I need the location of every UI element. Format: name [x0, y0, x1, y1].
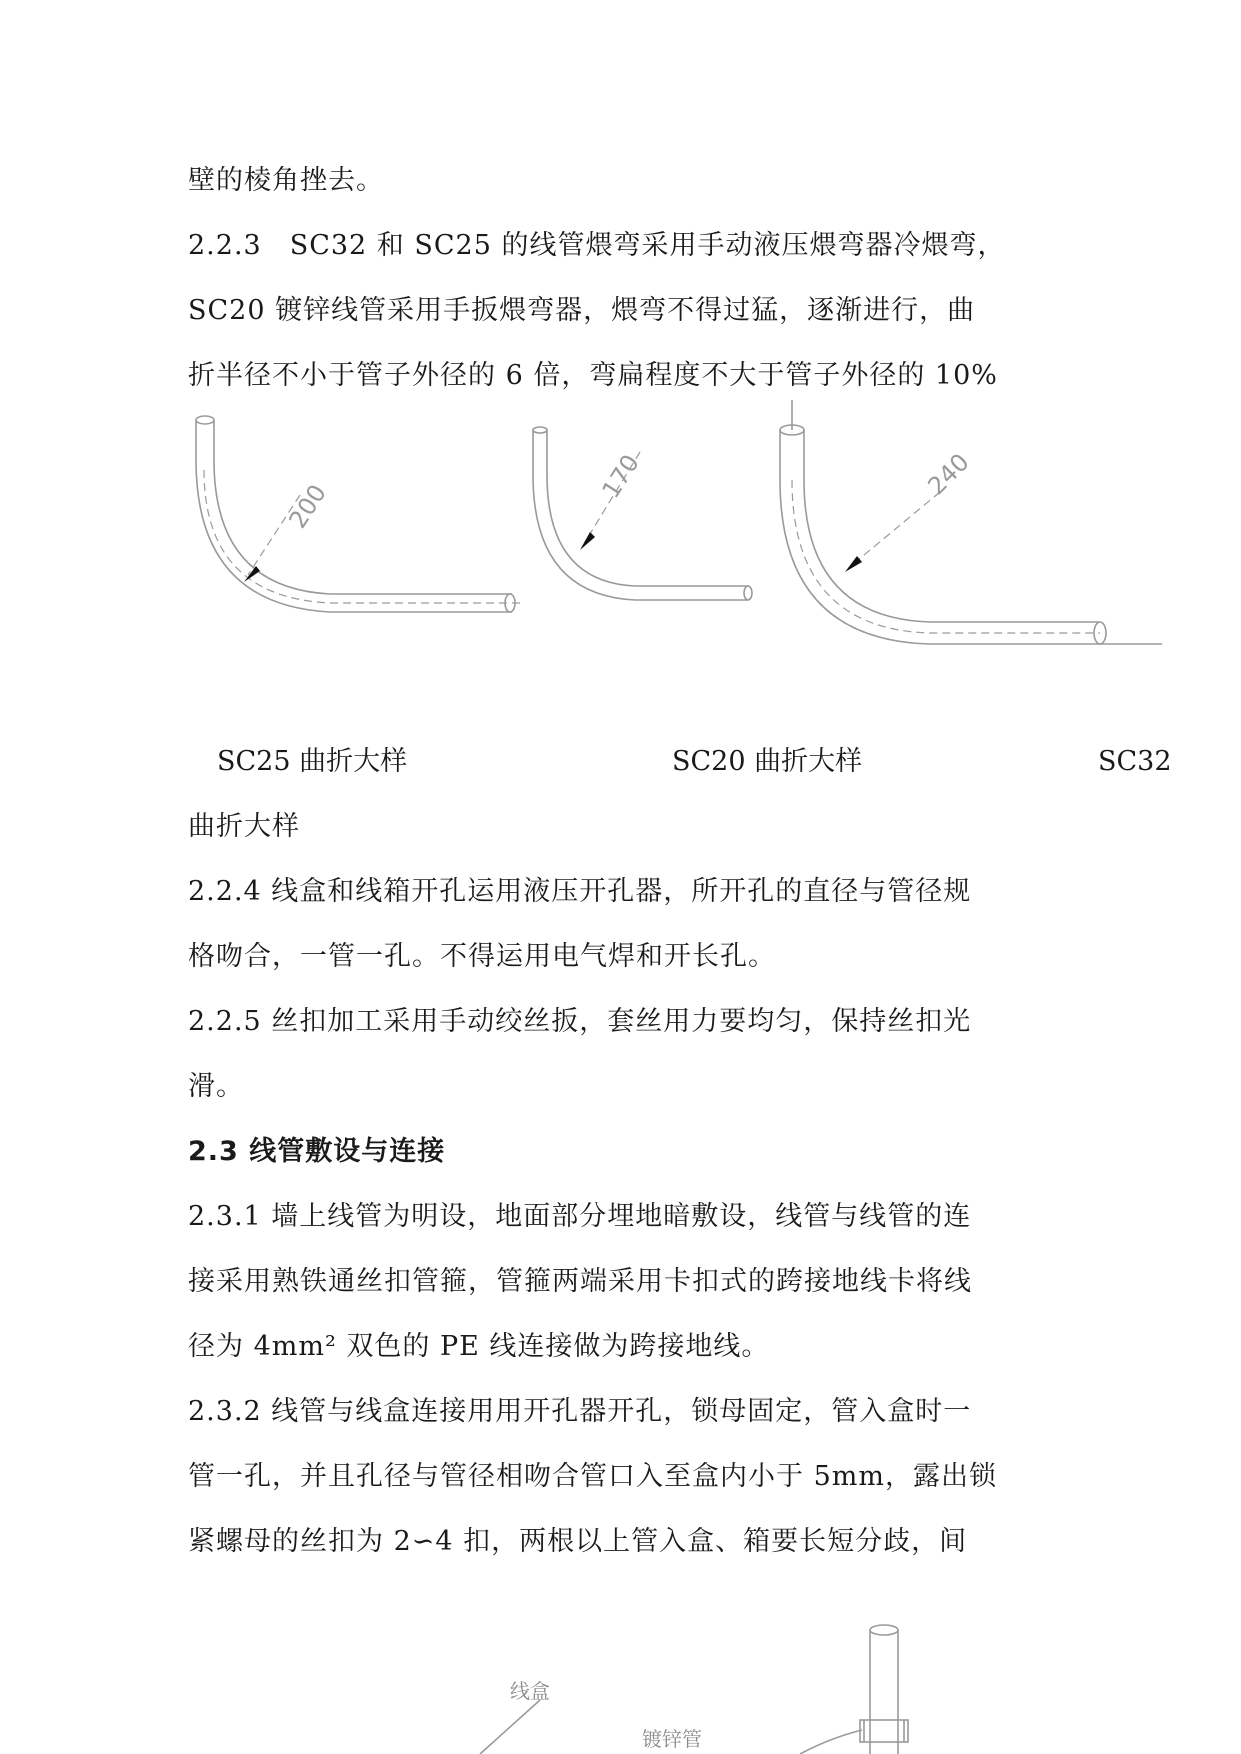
- paragraph-line: 管一孔，并且孔径与管径相吻合管口入至盒内小于 5mm，露出锁: [188, 1461, 997, 1492]
- sc32-bend-drawing: [780, 400, 1162, 644]
- sc25-bend-drawing: [196, 416, 520, 612]
- paragraph-line: 2.3.2 线管与线盒连接用用开孔器开孔，锁母固定，管入盒时一: [188, 1396, 972, 1427]
- dim-text-sc25: 200: [283, 479, 332, 534]
- label-box: 线盒: [510, 1679, 550, 1703]
- paragraph-line: 径为 4mm² 双色的 PE 线连接做为跨接地线。: [188, 1331, 770, 1362]
- dim-text-sc32: 240: [922, 448, 975, 501]
- paragraph-line: 2.2.4 线盒和线箱开孔运用液压开孔器，所开孔的直径与管径规: [188, 876, 972, 907]
- paragraph-line: 2.2.3 SC32 和 SC25 的线管煨弯采用手动液压煨弯器冷煨弯，: [188, 230, 1006, 261]
- box-connection-figure: [0, 1620, 1241, 1754]
- pipe-bend-figure: [0, 400, 1241, 700]
- paragraph-line: 壁的棱角挫去。: [188, 165, 384, 196]
- section-heading: 2.3 线管敷设与连接: [188, 1136, 446, 1167]
- caption-sc20: SC20 曲折大样: [672, 746, 863, 777]
- dim-text-sc20: 170: [596, 449, 645, 504]
- paragraph-line: 接采用熟铁通丝扣管箍，管箍两端采用卡扣式的跨接地线卡将线: [188, 1266, 972, 1297]
- paragraph-line: 格吻合，一管一孔。不得运用电气焊和开长孔。: [188, 941, 776, 972]
- paragraph-line: 2.2.5 丝扣加工采用手动绞丝扳，套丝用力要均匀，保持丝扣光: [188, 1006, 972, 1037]
- paragraph-line: 曲折大样: [188, 811, 300, 842]
- paragraph-line: SC20 镀锌线管采用手扳煨弯器，煨弯不得过猛，逐渐进行，曲: [188, 295, 976, 326]
- paragraph-line: 2.3.1 墙上线管为明设，地面部分埋地暗敷设，线管与线管的连: [188, 1201, 972, 1232]
- caption-sc25: SC25 曲折大样: [217, 746, 408, 777]
- paragraph-line: 紧螺母的丝扣为 2∽4 扣，两根以上管入盒、箱要长短分歧，间: [188, 1526, 968, 1557]
- paragraph-line: 折半径不小于管子外径的 6 倍，弯扁程度不大于管子外径的 10%: [188, 360, 998, 391]
- paragraph-line: 滑。: [188, 1071, 244, 1102]
- caption-sc32: SC32: [1098, 746, 1172, 777]
- label-galvanized-pipe: 镀锌管: [642, 1727, 702, 1751]
- sc20-bend-drawing: [533, 427, 752, 600]
